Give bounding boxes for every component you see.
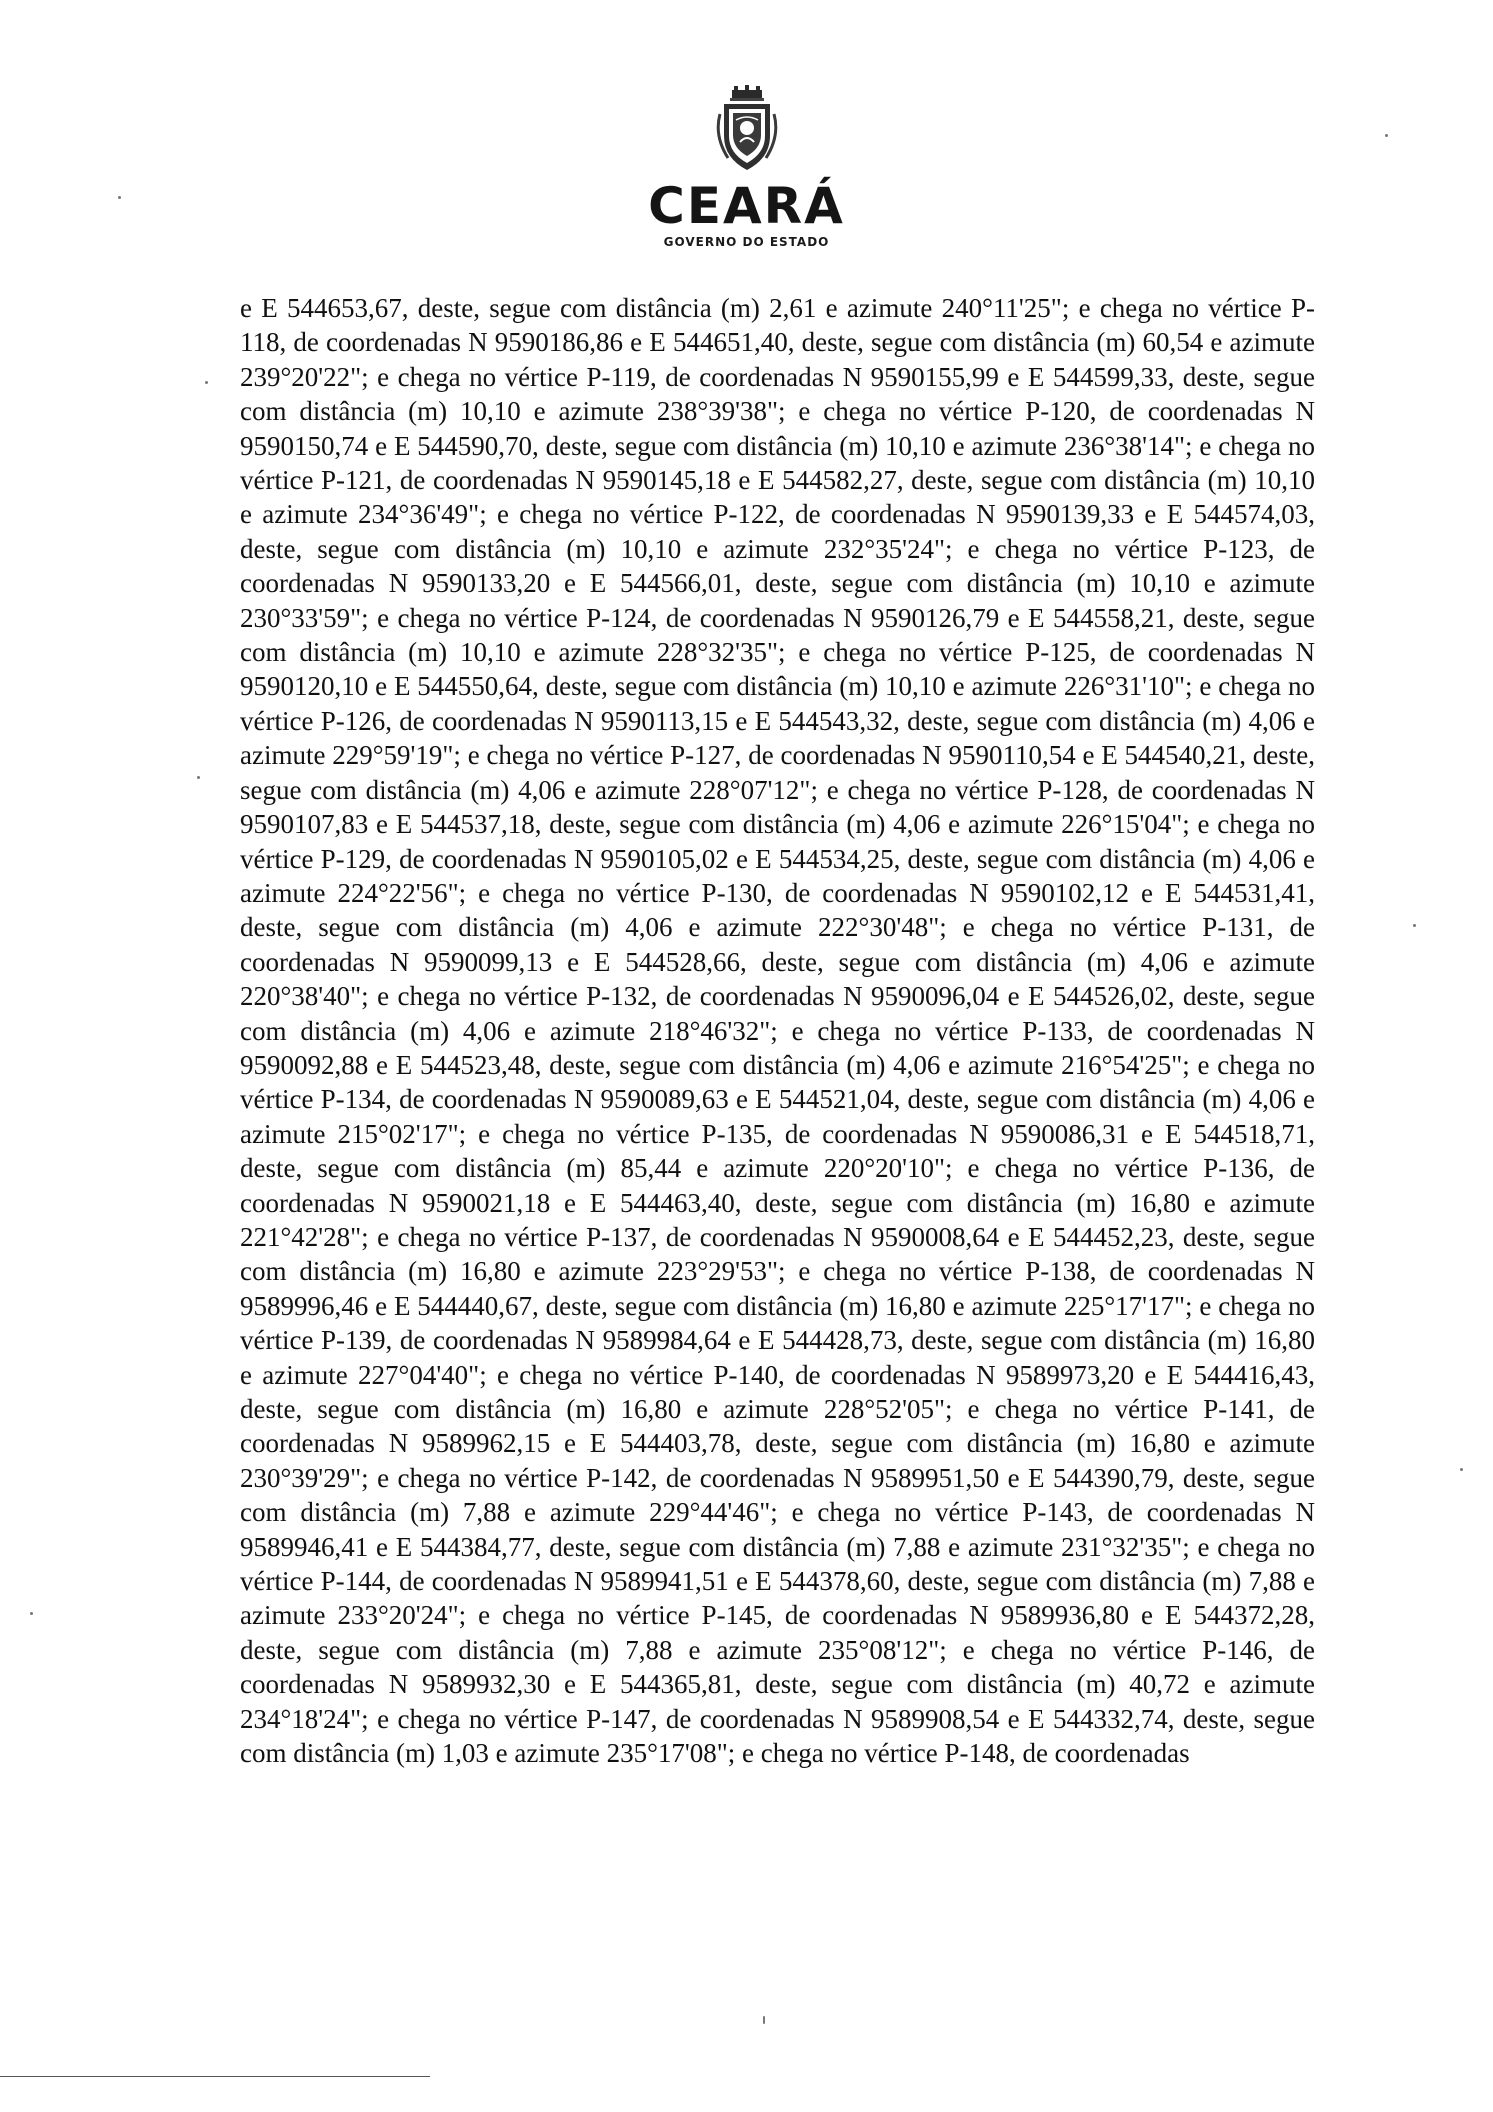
body-paragraph: e E 544653,67, deste, segue com distância (m) 2,61 e azimute 240°11'25"; e chega no vértice P-118, de coordenadas N 9590186,86 e E 544651,40, deste, segue com distância (m) 60,54 e azimute 239°20'22"; e chega no vértice P-119, de coordenadas N 9590155,99 e E 544599,33, deste, segue com distância (m) 10,10 e azimute 238°39'38"; e chega no vértice P-120, de coordenadas N 9590150,74 e E 544590,70, deste, segue com distância (m) 10,10 e azimute 236°38'14"; e chega no vértice P-121, de coordenadas N 9590145,18 e E 544582,27, deste, segue com distância (m) 10,10 e azimute 234°36'49"; e chega no vértice P-122, de coordenadas N 9590139,33 e E 544574,03, deste, segue com distância (m) 10,10 e azimute 232°35'24"; e chega no vértice P-123, de coordenadas N 9590133,20 e E 544566,01, deste, segue com distância (m) 10,10 e azimute 230°33'59"; e chega no vértice P-124, de coordenadas N 9590126,79 e E 544558,21, deste, segue com distância (m) 10,10 e azimute 228°32'35"; e chega no vértice P-125, de coordenadas N 9590120,10 e E 544550,64, deste, segue com distância (m) 10,10 e azimute 226°31'10"; e chega no vértice P-126, de coordenadas N 9590113,15 e E 544543,32, deste, segue com distância (m) 4,06 e azimute 229°59'19"; e chega no vértice P-127, de coordenadas N 9590110,54 e E 544540,21, deste, segue com distância (m) 4,06 e azimute 228°07'12"; e chega no vértice P-128, de coordenadas N 9590107,83 e E 544537,18, deste, segue com distância (m) 4,06 e azimute 226°15'04"; e chega no vértice P-129, de coordenadas N 9590105,02 e E 544534,25, deste, segue com distância (m) 4,06 e azimute 224°22'56"; e chega no vértice P-130, de coordenadas N 9590102,12 e E 544531,41, deste, segue com distância (m) 4,06 e azimute 222°30'48"; e chega no vértice P-131, de coordenadas N 9590099,13 e E 544528,66, deste, segue com distância (m) 4,06 e azimute 220°38'40"; e chega no vértice P-132, de coordenadas N 9590096,04 e E 544526,02, deste, segue com distância (m) 4,06 e azimute 218°46'32"; e chega no vértice P-133, de coordenadas N 9590092,88 e E 544523,48, deste, segue com distância (m) 4,06 e azimute 216°54'25"; e chega no vértice P-134, de coordenadas N 9590089,63 e E 544521,04, deste, segue com distância (m) 4,06 e azimute 215°02'17"; e chega no vértice P-135, de coordenadas N 9590086,31 e E 544518,71, deste, segue com distância (m) 85,44 e azimute 220°20'10"; e chega no vértice P-136, de coordenadas N 9590021,18 e E 544463,40, deste, segue com distância (m) 16,80 e azimute 221°42'28"; e chega no vértice P-137, de coordenadas N 9590008,64 e E 544452,23, deste, segue com distância (m) 16,80 e azimute 223°29'53"; e chega no vértice P-138, de coordenadas N 9589996,46 e E 544440,67, deste, segue com distância (m) 16,80 e azimute 225°17'17"; e chega no vértice P-139, de coordenadas N 9589984,64 e E 544428,73, deste, segue com distância (m) 16,80 e azimute 227°04'40"; e chega no vértice P-140, de coordenadas N 9589973,20 e E 544416,43, deste, segue com distância (m) 16,80 e azimute 228°52'05"; e chega no vértice P-141, de coordenadas N 9589962,15 e E 544403,78, deste, segue com distância (m) 16,80 e azimute 230°39'29"; e chega no vértice P-142, de coordenadas N 9589951,50 e E 544390,79, deste, segue com distância (m) 7,88 e azimute 229°44'46"; e chega no vértice P-143, de coordenadas N 9589946,41 e E 544384,77, deste, segue com distância (m) 7,88 e azimute 231°32'35"; e chega no vértice P-144, de coordenadas N 9589941,51 e E 544378,60, deste, segue com distância (m) 7,88 e azimute 233°20'24"; e chega no vértice P-145, de coordenadas N 9589936,80 e E 544372,28, deste, segue com distância (m) 7,88 e azimute 235°08'12"; e chega no vértice P-146, de coordenadas N 9589932,30 e E 544365,81, deste, segue com distância (m) 40,72 e azimute 234°18'24"; e chega no vértice P-147, de coordenadas N 9589908,54 e E 544332,74, deste, segue com distância (m) 1,03 e azimute 235°17'08"; e chega no vértice P-148, de coordenadas bbox=[240, 293, 1315, 1769]
letterhead bbox=[0, 84, 1493, 250]
scan-speck bbox=[1460, 1468, 1463, 1471]
scan-speck bbox=[1413, 924, 1416, 927]
scan-speck bbox=[197, 776, 200, 779]
footer-rule bbox=[0, 2076, 430, 2077]
coat-of-arms-icon bbox=[712, 84, 782, 176]
scan-speck bbox=[118, 196, 121, 199]
scan-speck bbox=[763, 2016, 765, 2024]
scan-speck bbox=[30, 1612, 33, 1615]
scan-speck bbox=[1385, 134, 1388, 137]
government-label: GOVERNO DO ESTADO bbox=[663, 235, 830, 249]
scan-speck bbox=[205, 381, 208, 384]
state-name: CEARÁ bbox=[648, 177, 845, 235]
